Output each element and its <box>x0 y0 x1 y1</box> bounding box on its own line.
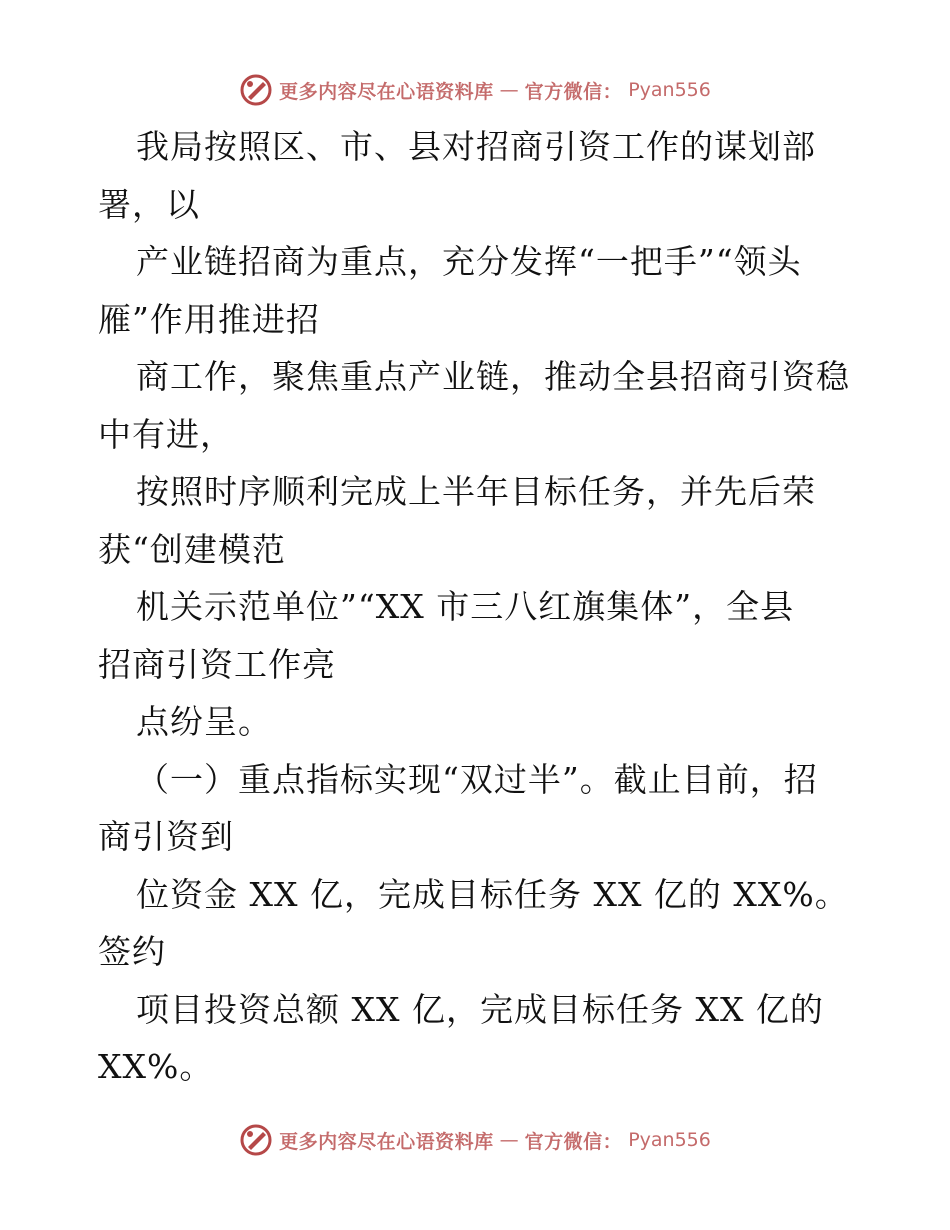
text-line: 按照时序顺利完成上半年目标任务，并先后荣 <box>136 472 816 511</box>
document-body <box>98 118 858 1096</box>
watermark-handle: Pyan556 <box>628 79 711 101</box>
watermark-separator: — <box>499 79 519 101</box>
text-line: 产业链招商为重点，充分发挥“一把手”“领头 <box>136 242 802 281</box>
text-line: 获“创建模范 <box>98 529 286 569</box>
text-line: 位资金 XX 亿，完成目标任务 XX 亿的 XX%。 <box>136 874 849 914</box>
watermark-label: 官方微信： <box>524 1130 623 1153</box>
text-line: XX%。 <box>98 1047 214 1086</box>
text-line: 机关示范单位”“XX 市三八红旗集体”，全县 <box>136 587 795 626</box>
brand-logo-icon <box>239 73 273 107</box>
text-line: 招商引资工作亮 <box>98 644 336 684</box>
text-line: 商工作，聚焦重点产业链，推动全县招商引资稳 <box>136 357 850 396</box>
watermark-handle: Pyan556 <box>628 1129 711 1151</box>
header-watermark <box>0 70 950 110</box>
footer-watermark <box>0 1120 950 1160</box>
brand-logo-icon <box>239 1123 273 1157</box>
watermark-brand: 更多内容尽在心语资料库 <box>279 80 494 103</box>
watermark-label: 官方微信： <box>524 80 623 103</box>
text-line: 签约 <box>98 932 166 971</box>
text-line: 中有进， <box>98 414 234 454</box>
text-line: 我局按照区、市、县对招商引资工作的谋划部 <box>136 127 816 166</box>
text-line: 商引资到 <box>98 817 234 856</box>
watermark-brand: 更多内容尽在心语资料库 <box>279 1130 494 1153</box>
text-line: 署，以 <box>98 184 200 224</box>
text-line: 雁”作用推进招 <box>98 299 320 339</box>
text-line: 项目投资总额 XX 亿，完成目标任务 XX 亿的 <box>136 989 824 1029</box>
text-line: 点纷呈。 <box>136 702 272 741</box>
text-line: （一）重点指标实现“双过半”。截止目前，招 <box>136 759 818 799</box>
watermark-separator: — <box>499 1129 519 1151</box>
